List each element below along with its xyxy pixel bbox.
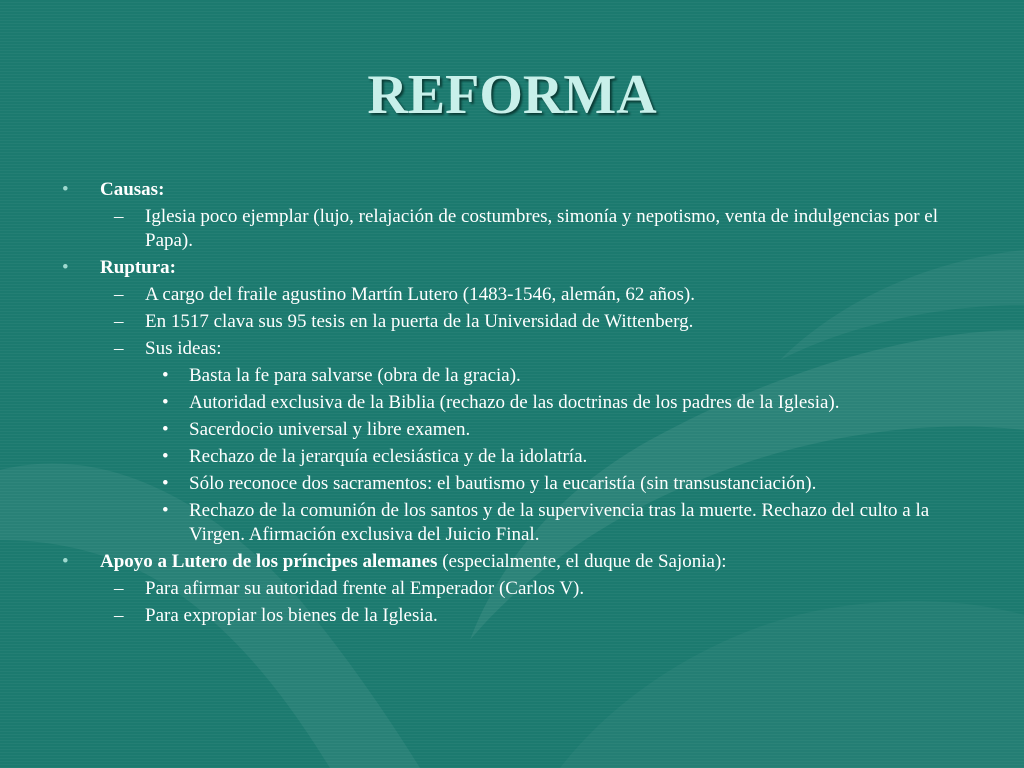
- sub-bullet-marker: •: [162, 446, 169, 467]
- dash-marker: –: [114, 338, 124, 359]
- bullet-ruptura: [58, 256, 978, 280]
- bullet-marker: •: [62, 179, 69, 200]
- idea-item: [58, 472, 978, 496]
- slide-title: REFORMA: [367, 64, 657, 126]
- idea-item: [58, 364, 978, 388]
- sub-item: [58, 283, 978, 307]
- dash-marker: –: [114, 311, 124, 332]
- sub-item: [58, 337, 978, 361]
- sub-item: [58, 577, 978, 601]
- idea-text: Rechazo de la comunión de los santos y de la supervivencia tras la muerte. Rechazo del culto a la Virgen. Afirmación exclusiva del Juicio Final.: [189, 500, 930, 545]
- sub-bullet-marker: •: [162, 500, 169, 521]
- idea-item: [58, 445, 978, 469]
- sub-item-text: Para afirmar su autoridad frente al Emperador (Carlos V).: [145, 578, 585, 599]
- dash-marker: –: [114, 206, 124, 227]
- sub-item-text: Iglesia poco ejemplar (lujo, relajación de costumbres, simonía y nepotismo, venta de indulgencias por el Papa).: [145, 206, 939, 251]
- idea-text: Rechazo de la jerarquía eclesiástica y de la idolatría.: [189, 446, 588, 467]
- sub-item: [58, 205, 978, 253]
- sub-item: [58, 604, 978, 628]
- sub-bullet-marker: •: [162, 419, 169, 440]
- sub-item-text: Para expropiar los bienes de la Iglesia.: [145, 605, 438, 626]
- idea-item: [58, 418, 978, 442]
- bullet-label-apoyo: Apoyo a Lutero de los príncipes alemanes: [100, 551, 438, 572]
- sub-item-text: En 1517 clava sus 95 tesis en la puerta de la Universidad de Wittenberg.: [145, 311, 694, 332]
- sub-bullet-marker: •: [162, 365, 169, 386]
- slide-content: [58, 178, 978, 631]
- idea-text: Basta la fe para salvarse (obra de la gracia).: [189, 365, 521, 386]
- sub-bullet-marker: •: [162, 473, 169, 494]
- sub-item-text: Sus ideas:: [145, 338, 222, 359]
- sub-item-text: A cargo del fraile agustino Martín Lutero (1483-1546, alemán, 62 años).: [145, 284, 695, 305]
- bullet-apoyo: [58, 550, 978, 574]
- bullet-label-ruptura: Ruptura:: [100, 257, 177, 278]
- dash-marker: –: [114, 605, 124, 626]
- idea-item: [58, 499, 978, 547]
- idea-text: Sólo reconoce dos sacramentos: el bautismo y la eucaristía (sin transustanciación).: [189, 473, 817, 494]
- sub-bullet-marker: •: [162, 392, 169, 413]
- idea-item: [58, 391, 978, 415]
- idea-text: Sacerdocio universal y libre examen.: [189, 419, 471, 440]
- bullet-causas: [58, 178, 978, 202]
- bullet-label-apoyo-rest: (especialmente, el duque de Sajonia):: [437, 551, 727, 572]
- sub-item: [58, 310, 978, 334]
- bullet-label-causas: Causas:: [100, 179, 165, 200]
- idea-text: Autoridad exclusiva de la Biblia (rechazo de las doctrinas de los padres de la Iglesia).: [189, 392, 840, 413]
- bullet-marker: •: [62, 257, 69, 278]
- bullet-marker: •: [62, 551, 69, 572]
- dash-marker: –: [114, 578, 124, 599]
- dash-marker: –: [114, 284, 124, 305]
